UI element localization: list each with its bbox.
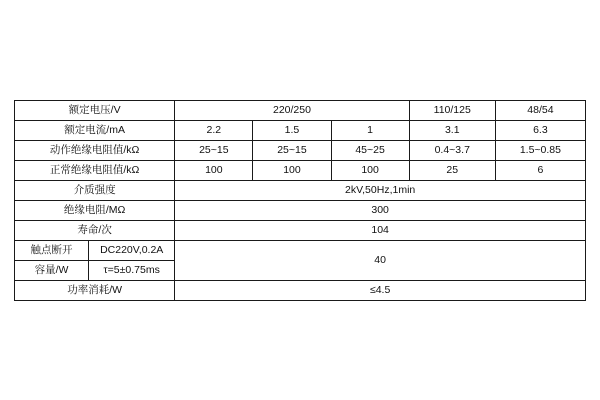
table-cell: 110/125 bbox=[409, 101, 495, 121]
row-label: 额定电压/V bbox=[15, 101, 175, 121]
table-cell: 220/250 bbox=[175, 101, 409, 121]
table-cell: 100 bbox=[331, 161, 409, 181]
table-cell: 300 bbox=[175, 201, 586, 221]
table-cell: τ=5±0.75ms bbox=[89, 261, 175, 281]
table-cell: 100 bbox=[175, 161, 253, 181]
table-row bbox=[15, 141, 586, 161]
row-label: 介质强度 bbox=[15, 181, 175, 201]
table-row bbox=[15, 221, 586, 241]
table-cell: 2kV,50Hz,1min bbox=[175, 181, 586, 201]
table-cell: 1.5~0.85 bbox=[495, 141, 585, 161]
table-cell: 25 bbox=[409, 161, 495, 181]
table-cell: 100 bbox=[253, 161, 331, 181]
table-row bbox=[15, 201, 586, 221]
row-label: 动作绝缘电阻值/kΩ bbox=[15, 141, 175, 161]
table-cell: 6.3 bbox=[495, 121, 585, 141]
table-row bbox=[15, 161, 586, 181]
row-label: 触点断开 bbox=[15, 241, 89, 261]
table-cell: 3.1 bbox=[409, 121, 495, 141]
specification-table-container bbox=[14, 100, 586, 301]
table-cell: 104 bbox=[175, 221, 586, 241]
table-cell: 25~15 bbox=[175, 141, 253, 161]
table-row bbox=[15, 241, 586, 261]
row-label: 正常绝缘电阻值/kΩ bbox=[15, 161, 175, 181]
row-label: 额定电流/mA bbox=[15, 121, 175, 141]
table-row bbox=[15, 101, 586, 121]
table-row bbox=[15, 281, 586, 301]
table-cell: 6 bbox=[495, 161, 585, 181]
table-row bbox=[15, 121, 586, 141]
table-cell: 1.5 bbox=[253, 121, 331, 141]
table-cell: DC220V,0.2A bbox=[89, 241, 175, 261]
row-label: 寿命/次 bbox=[15, 221, 175, 241]
table-cell: 2.2 bbox=[175, 121, 253, 141]
table-cell: 25~15 bbox=[253, 141, 331, 161]
row-label: 功率消耗/W bbox=[15, 281, 175, 301]
table-cell: 48/54 bbox=[495, 101, 585, 121]
table-row bbox=[15, 181, 586, 201]
table-cell: 40 bbox=[175, 241, 586, 281]
row-label: 绝缘电阻/MΩ bbox=[15, 201, 175, 221]
table-cell: 1 bbox=[331, 121, 409, 141]
table-cell: 0.4~3.7 bbox=[409, 141, 495, 161]
specification-table bbox=[14, 100, 586, 301]
table-cell: ≤4.5 bbox=[175, 281, 586, 301]
table-cell: 45~25 bbox=[331, 141, 409, 161]
row-label: 容量/W bbox=[15, 261, 89, 281]
